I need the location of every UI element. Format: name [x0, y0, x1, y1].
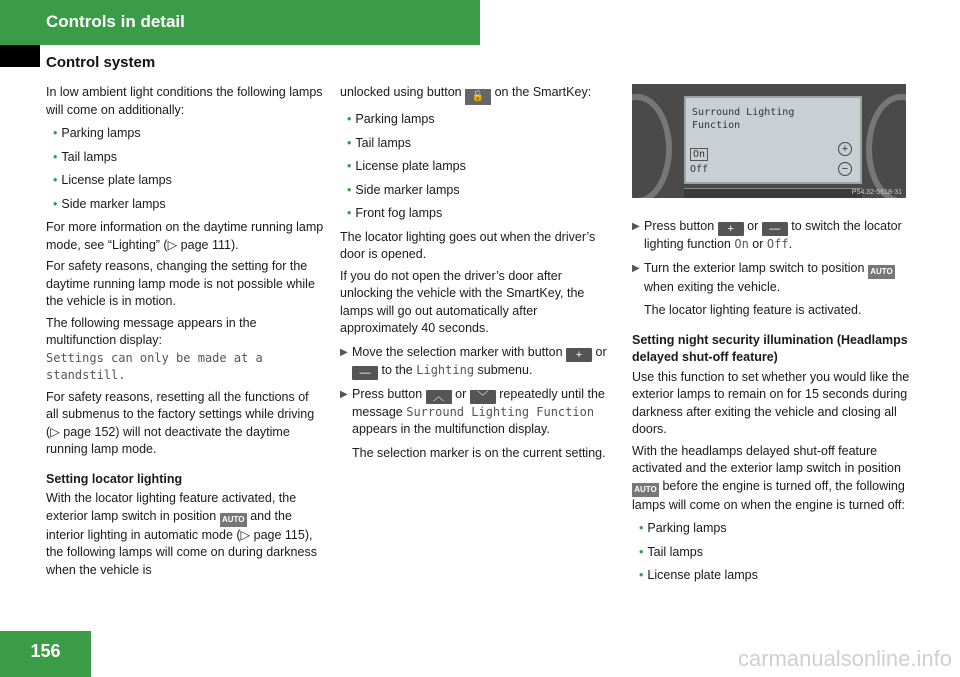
- list-item: [632, 567, 910, 585]
- column-3: [632, 212, 910, 591]
- step-text: Press button: [644, 219, 715, 233]
- plus-button-icon: +: [566, 348, 592, 362]
- display-message: Settings can only be made at a standstill.: [46, 350, 263, 382]
- list-item: [340, 158, 618, 176]
- step-text: or: [455, 386, 467, 401]
- list-item-text: License plate lamps: [647, 568, 758, 582]
- paragraph: [46, 315, 324, 385]
- paragraph: For safety reasons, changing the setting for the daytime running lamp mode is not possible while the vehicle is in motion.: [46, 259, 315, 308]
- paragraph-text: With the locator lighting feature activated, the exterior lamp switch in position: [46, 491, 297, 523]
- paragraph: If you do not open the driver’s door after unlocking the vehicle with the SmartKey, the lamps will go out automatically after approximately 40 seconds.: [340, 268, 585, 335]
- list-item: [46, 172, 324, 190]
- subheading: Setting night security illumination (Headlamps delayed shut-off feature): [632, 332, 908, 364]
- multifunction-display: [684, 96, 862, 184]
- list-item-text: Parking lamps: [647, 521, 727, 535]
- bullet-icon: •: [347, 182, 352, 197]
- step-text: or: [747, 219, 759, 233]
- step-text: or: [595, 344, 607, 359]
- paragraph: Use this function to set whether you would like the exterior lamps to remain on for 15 seconds during darkness after exiting the vehicle and closing all doors.: [632, 369, 910, 436]
- display-title: [692, 106, 794, 132]
- list-item: [340, 205, 618, 223]
- instruction-step: [340, 344, 618, 380]
- down-button-icon: ﹀: [470, 390, 496, 404]
- plus-circle-icon: +: [838, 142, 852, 156]
- step-text: to the: [381, 362, 413, 377]
- paragraph: The locator lighting goes out when the driver’s door is opened.: [340, 229, 596, 261]
- paragraph-text: unlocked using button: [340, 85, 462, 99]
- bullet-icon: •: [53, 173, 58, 187]
- section-marker: [0, 45, 40, 67]
- step-text: repeatedly until the message: [352, 386, 605, 419]
- plus-button-icon: +: [718, 222, 744, 236]
- display-message: On: [734, 237, 749, 251]
- bullet-icon: •: [639, 544, 644, 559]
- list-item: [46, 125, 324, 143]
- step-result: The locator lighting feature is activated.: [644, 303, 862, 317]
- step-text: or: [752, 237, 764, 251]
- instruction-step: [632, 218, 910, 254]
- bullet-icon: •: [53, 196, 58, 211]
- display-message: Surround Lighting Function: [406, 404, 595, 419]
- step-text: when exiting the vehicle.: [644, 279, 781, 294]
- display-message: Lighting: [416, 362, 475, 377]
- display-option-on: On: [690, 148, 708, 161]
- list-item: [46, 196, 324, 214]
- step-arrow-icon: ▶: [632, 262, 640, 274]
- bullet-icon: •: [53, 126, 58, 140]
- right-dial-graphic: [866, 94, 906, 198]
- bullet-icon: •: [639, 568, 644, 582]
- list-item-text: Tail lamps: [61, 149, 117, 164]
- list-item: [632, 544, 910, 562]
- display-lower-panel: [684, 188, 862, 198]
- column-1: [46, 84, 324, 583]
- list-item: [340, 111, 618, 129]
- minus-button-icon: —: [762, 222, 788, 236]
- step-result: The selection marker is on the current setting.: [352, 445, 606, 460]
- list-item-text: License plate lamps: [61, 173, 172, 187]
- paragraph-text: With the headlamps delayed shut-off feature activated and the exterior lamp switch in position: [632, 443, 901, 475]
- bullet-icon: •: [53, 149, 58, 164]
- list-item: [46, 149, 324, 167]
- step-arrow-icon: ▶: [340, 388, 348, 400]
- auto-switch-icon: AUTO: [632, 483, 659, 497]
- instruction-step: [632, 260, 910, 297]
- paragraph: In low ambient light conditions the following lamps will come on additionally:: [46, 85, 323, 117]
- page-number: 156: [30, 641, 61, 661]
- paragraph-text: The following message appears in the multifunction display:: [46, 315, 257, 347]
- list-item-text: Tail lamps: [647, 544, 703, 559]
- paragraph-text: and the interior lighting in automatic mode (▷ page 115), the following lamps will come on during darkness when the vehicle is: [46, 508, 317, 577]
- minus-button-icon: —: [352, 366, 378, 380]
- list-item-text: License plate lamps: [355, 159, 466, 173]
- step-text: .: [788, 237, 793, 251]
- column-2: [340, 84, 618, 468]
- instrument-cluster-figure: [632, 84, 906, 198]
- section-title: Control system: [46, 54, 156, 71]
- list-item: [632, 520, 910, 538]
- bullet-icon: •: [347, 112, 352, 126]
- bullet-icon: •: [639, 521, 644, 535]
- subheading: Setting locator lighting: [46, 471, 183, 486]
- step-arrow-icon: ▶: [632, 221, 640, 232]
- paragraph: For more information on the daytime running lamp mode, see “Lighting” (▷ page 111).: [46, 220, 324, 252]
- step-text: to switch the locator lighting function: [644, 219, 902, 251]
- left-dial-graphic: [632, 94, 672, 198]
- step-arrow-icon: ▶: [340, 346, 348, 358]
- list-item-text: Side marker lamps: [61, 196, 166, 211]
- list-item-text: Parking lamps: [61, 126, 141, 140]
- chapter-title: Controls in detail: [46, 12, 185, 31]
- list-item: [340, 135, 618, 153]
- unlock-button-icon: 🔓: [465, 89, 491, 105]
- step-text: submenu.: [477, 362, 533, 377]
- list-item: [340, 182, 618, 200]
- list-item-text: Tail lamps: [355, 135, 411, 150]
- paragraph-text: on the SmartKey:: [494, 85, 592, 99]
- auto-switch-icon: AUTO: [868, 265, 895, 279]
- step-text: appears in the multifunction display.: [352, 422, 550, 436]
- page-number-box: [0, 631, 91, 677]
- up-button-icon: ︿: [426, 390, 452, 404]
- figure-code: P54.32-5618-31: [851, 189, 902, 196]
- display-title-line: Surround Lighting: [692, 107, 795, 118]
- step-text: Move the selection marker with button: [352, 344, 563, 359]
- list-item-text: Side marker lamps: [355, 182, 460, 197]
- paragraph: [340, 84, 618, 105]
- paragraph: For safety reasons, resetting all the functions of all submenus to the factory settings while driving (▷ page 152) will not deactivate the daytime running lamp mode.: [46, 389, 315, 456]
- paragraph-text: before the engine is turned off, the following lamps will come on when the engine is turned off:: [632, 478, 905, 512]
- bullet-icon: •: [347, 159, 352, 173]
- list-item-text: Parking lamps: [355, 112, 435, 126]
- paragraph: [46, 490, 324, 579]
- display-option-off: Off: [690, 164, 709, 175]
- instruction-step: [340, 386, 618, 439]
- step-text: Turn the exterior lamp switch to position: [644, 260, 865, 275]
- bullet-icon: •: [347, 135, 352, 150]
- display-title-line: Function: [692, 120, 741, 131]
- minus-circle-icon: −: [838, 162, 852, 176]
- step-text: Press button: [352, 386, 423, 401]
- list-item-text: Front fog lamps: [355, 206, 443, 220]
- bullet-icon: •: [347, 206, 352, 220]
- display-message: Off: [766, 237, 789, 251]
- auto-switch-icon: AUTO: [220, 513, 247, 527]
- paragraph: [632, 443, 910, 515]
- watermark: carmanualsonline.info: [737, 646, 952, 671]
